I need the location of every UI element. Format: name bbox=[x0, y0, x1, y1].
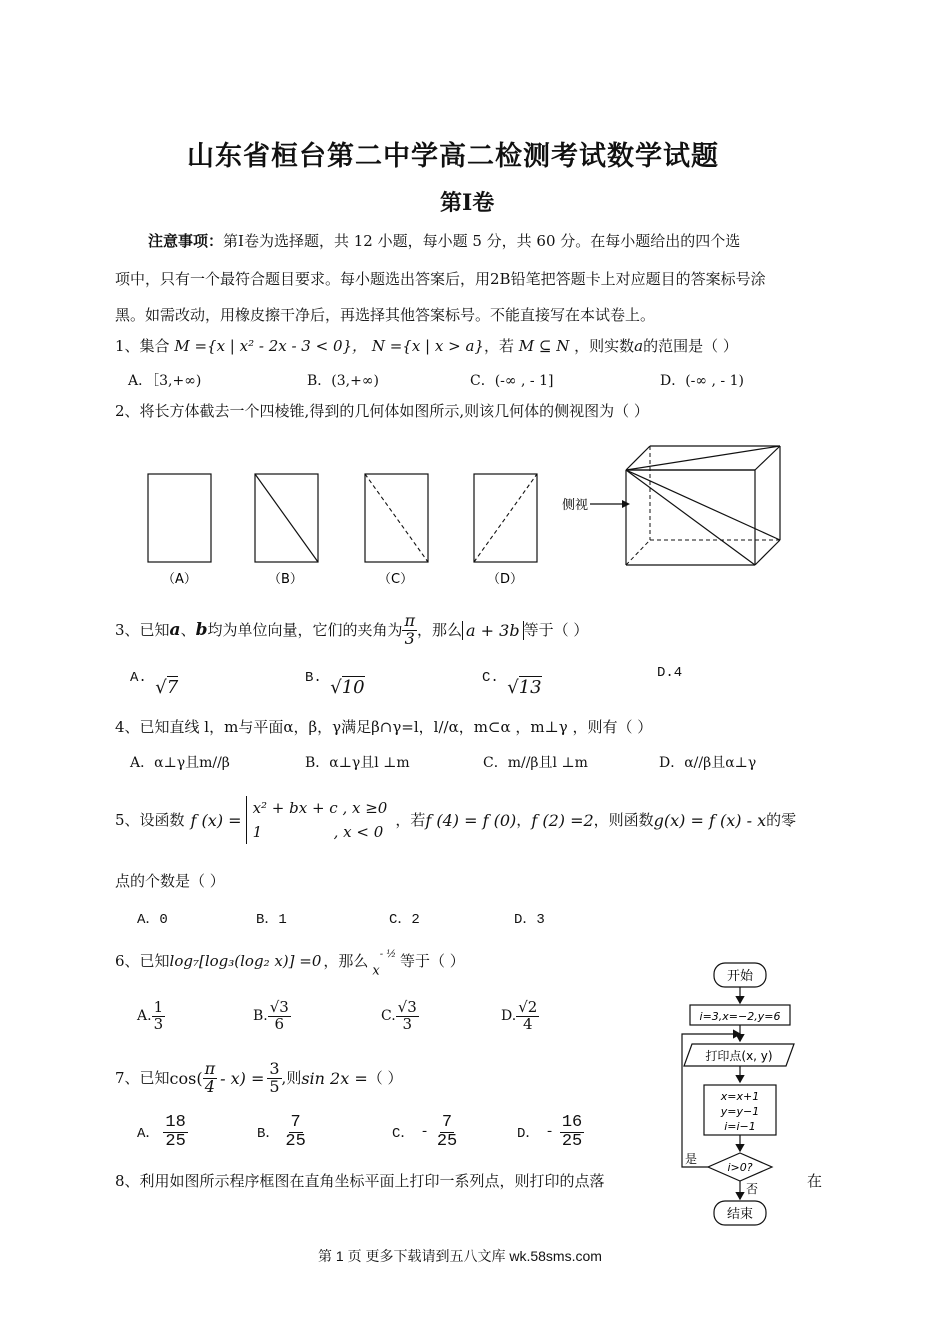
q3-option-c-value: 13 bbox=[518, 677, 542, 698]
question-2: 2、将长方体截去一个四棱锥,得到的几何体如图所示,则该几何体的侧视图为（ ） bbox=[115, 402, 649, 420]
q5-text-b: ，若 bbox=[395, 810, 426, 829]
notice-line-1 bbox=[148, 230, 740, 251]
question-7 bbox=[115, 1056, 403, 1100]
flowchart-no-label: 否 bbox=[746, 1182, 759, 1196]
q7-option-a[interactable] bbox=[137, 1114, 188, 1151]
q5-option-d[interactable]: D．3 bbox=[514, 912, 545, 928]
q7-option-d-label: D． bbox=[517, 1126, 540, 1143]
q6-option-b-den: 6 bbox=[274, 1014, 285, 1033]
q7-option-c[interactable] bbox=[392, 1114, 459, 1151]
q3-option-a-label: A. bbox=[130, 670, 147, 686]
q2-figure bbox=[140, 440, 790, 590]
q2-side-view-label: 侧视 bbox=[562, 498, 589, 513]
q2-label-c: （C） bbox=[378, 572, 414, 587]
q6-option-b-num: √3 bbox=[269, 998, 289, 1016]
q3-text-c: ，那么 bbox=[417, 620, 463, 639]
q3-sep: 、 bbox=[180, 620, 196, 639]
q5-cond-2: f (2) =2 bbox=[531, 810, 594, 830]
q7-pi-den: 4 bbox=[204, 1076, 215, 1096]
q2-option-a-figure[interactable] bbox=[148, 474, 211, 562]
q1-text-c: ，则实数 bbox=[574, 337, 635, 355]
q3-option-b-value: 10 bbox=[341, 677, 365, 698]
q1-var: a bbox=[634, 337, 644, 355]
q5-text-a: 5、设函数 bbox=[115, 810, 185, 829]
q5-text-d: 的零 bbox=[766, 810, 797, 829]
q7-option-a-den: 25 bbox=[165, 1131, 186, 1151]
q7-option-b-num: 7 bbox=[290, 1113, 301, 1132]
q5-piecewise bbox=[246, 796, 388, 844]
flowchart-yes-label: 是 bbox=[685, 1152, 698, 1166]
section-heading: 第Ⅰ卷 bbox=[440, 190, 495, 216]
q5-text-c: ，则函数 bbox=[593, 810, 654, 829]
flowchart-condition: i>0? bbox=[727, 1161, 753, 1174]
q6-option-c-num: √3 bbox=[397, 998, 417, 1016]
q3-option-d[interactable]: D.4 bbox=[657, 665, 683, 681]
q3-angle-den: 3 bbox=[404, 628, 415, 648]
q6-option-c-den: 3 bbox=[402, 1014, 412, 1033]
q6-option-a-label: A. bbox=[137, 1008, 152, 1025]
q7-option-a-num: 18 bbox=[165, 1113, 186, 1132]
q3-option-a[interactable]: A. √7 bbox=[130, 670, 179, 698]
q1-subset: M ⊆ N bbox=[518, 337, 570, 355]
q4-option-b[interactable]: B．α⊥γ且l ⊥m bbox=[305, 755, 410, 771]
q2-label-a: （A） bbox=[162, 572, 197, 587]
q1-text-b: ，若 bbox=[483, 337, 514, 355]
q5-option-b[interactable]: B．1 bbox=[256, 912, 287, 928]
q7-option-c-sign: - bbox=[420, 1124, 429, 1141]
q7-minus-x: - x) = bbox=[220, 1068, 265, 1088]
q5-option-a[interactable]: A．0 bbox=[137, 912, 168, 928]
flowchart-end: 结束 bbox=[726, 1207, 754, 1222]
q7-option-b-label: B． bbox=[257, 1126, 280, 1143]
q6-expr: log₇[log₃(log₂ x)] =0 bbox=[169, 951, 322, 970]
q6-power: $x^{- \frac{1}{2}}$ bbox=[372, 949, 397, 979]
question-1 bbox=[115, 339, 738, 354]
q7-option-d-den: 25 bbox=[561, 1131, 583, 1151]
q7-option-c-num: 7 bbox=[441, 1113, 453, 1132]
q2-label-b: （B） bbox=[268, 572, 303, 587]
flowchart-update-3: i=i−1 bbox=[724, 1120, 756, 1133]
q6-text-b: ，那么 bbox=[323, 951, 369, 970]
q1-text-d: 的范围是（ ） bbox=[643, 337, 738, 355]
q1-set-m: M ={x | x² - 2x - 3 < 0}， bbox=[174, 337, 368, 355]
q7-text-b: ,则 bbox=[281, 1068, 302, 1087]
q6-option-a-num: 1 bbox=[153, 998, 164, 1016]
q1-option-c[interactable]: C．(-∞ , - 1] bbox=[470, 373, 554, 389]
q6-option-d[interactable] bbox=[501, 1000, 539, 1033]
q2-solid-figure bbox=[626, 446, 780, 565]
q3-vec-b: b bbox=[195, 619, 208, 640]
q3-text-d: 等于（ ） bbox=[523, 620, 589, 639]
question-8-tail: 在 bbox=[807, 1172, 823, 1190]
q3-text-b: 均为单位向量，它们的夹角为 bbox=[207, 620, 403, 639]
q3-option-c[interactable]: C. √13 bbox=[482, 670, 542, 698]
q6-option-d-den: 4 bbox=[522, 1014, 533, 1033]
q5-case-2: 1 , x < 0 bbox=[252, 823, 384, 841]
flowchart-update-2: y=y−1 bbox=[720, 1105, 760, 1118]
q6-text-c: 等于（ ） bbox=[400, 951, 465, 970]
q2-label-d: （D） bbox=[487, 572, 524, 587]
q7-val-num: 3 bbox=[269, 1058, 280, 1078]
q5-cond-1: f (4) = f (0) bbox=[425, 810, 517, 830]
q3-angle-num: π bbox=[404, 610, 415, 630]
question-3 bbox=[115, 608, 588, 652]
q3-option-a-value: 7 bbox=[166, 677, 179, 698]
q5-text-continued: 点的个数是（ ） bbox=[115, 872, 225, 890]
q4-option-a[interactable]: A．α⊥γ且m//β bbox=[130, 755, 230, 771]
q3-option-b[interactable]: B. √10 bbox=[305, 670, 365, 698]
q3-angle-fraction bbox=[402, 610, 417, 648]
notice-line-3: 黑。如需改动，用橡皮擦干净后，再选择其他答案标号。不能直接写在本试卷上。 bbox=[115, 306, 656, 324]
q6-option-c[interactable] bbox=[381, 1000, 419, 1033]
q7-option-a-label: A． bbox=[137, 1126, 160, 1143]
q5-case-1: x² + bx + c , x ≥0 bbox=[252, 799, 388, 817]
flowchart-update-1: x=x+1 bbox=[720, 1090, 760, 1103]
q3-text-a: 3、已知 bbox=[115, 620, 170, 639]
question-4: 4、已知直线 l，m与平面α，β，γ满足β∩γ=l，l//α，m⊂α ，m⊥γ ，则有（ ） bbox=[115, 718, 653, 736]
q6-option-d-num: √2 bbox=[518, 998, 538, 1016]
q7-text-a: 7、已知 bbox=[115, 1068, 170, 1087]
q6-option-a-den: 3 bbox=[153, 1014, 164, 1033]
q7-text-c: （ ） bbox=[367, 1068, 403, 1087]
q1-option-d[interactable]: D．(-∞ , - 1) bbox=[660, 373, 744, 389]
q5-fx: f (x) = bbox=[190, 810, 242, 830]
q3-option-b-label: B. bbox=[305, 670, 322, 686]
notice-label: 注意事项： bbox=[148, 232, 224, 250]
q2-option-d-figure[interactable] bbox=[474, 474, 537, 562]
flowchart bbox=[670, 955, 810, 1230]
flowchart-print: 打印点(x, y) bbox=[705, 1049, 773, 1063]
q6-text-a: 6、已知 bbox=[115, 951, 170, 970]
q6-option-b-label: B. bbox=[253, 1008, 268, 1025]
q4-option-d[interactable]: D．α//β且α⊥γ bbox=[659, 755, 757, 771]
q7-option-b-den: 25 bbox=[285, 1131, 306, 1151]
q7-pi-num: π bbox=[204, 1058, 216, 1078]
q1-text-a: 1、集合 bbox=[115, 337, 170, 355]
q7-option-b[interactable] bbox=[257, 1114, 308, 1151]
question-5 bbox=[115, 790, 796, 850]
q3-expr: a + 3b bbox=[462, 621, 524, 640]
q1-option-b[interactable]: B．(3,+∞) bbox=[307, 373, 379, 389]
q1-option-a[interactable]: A．［3,+∞) bbox=[128, 373, 202, 389]
page-title: 山东省桓台第二中学高二检测考试数学试题 bbox=[187, 141, 719, 172]
question-6 bbox=[115, 946, 465, 979]
notice-text-1: 第Ⅰ卷为选择题，共 12 小题，每小题 5 分，共 60 分。在每小题给出的四个选 bbox=[223, 232, 741, 250]
q5-gx: g(x) = f (x) - x bbox=[653, 810, 767, 830]
q3-option-c-label: C. bbox=[482, 670, 499, 686]
q6-option-a[interactable] bbox=[137, 1000, 165, 1033]
q7-option-c-den: 25 bbox=[436, 1131, 458, 1151]
q5-sep: ， bbox=[516, 810, 532, 829]
q7-val-den: 5 bbox=[269, 1076, 280, 1096]
q2-option-c-figure[interactable] bbox=[365, 474, 428, 562]
flowchart-init: i=3,x=−2,y=6 bbox=[699, 1010, 781, 1023]
q1-set-n: N ={x | x > a} bbox=[371, 337, 484, 355]
q2-option-b-figure[interactable] bbox=[255, 474, 318, 562]
q6-option-c-label: C. bbox=[381, 1008, 396, 1025]
q7-option-d[interactable] bbox=[517, 1114, 584, 1151]
q7-option-d-num: 16 bbox=[561, 1113, 583, 1132]
notice-line-2: 项中，只有一个最符合题目要求。每小题选出答案后，用2B铅笔把答题卡上对应题目的答案标号涂 bbox=[115, 270, 766, 288]
q7-cos: cos( bbox=[169, 1068, 203, 1088]
q7-pi-fraction bbox=[203, 1058, 218, 1096]
q5-option-c[interactable]: C．2 bbox=[389, 912, 420, 928]
q7-option-d-sign: - bbox=[545, 1124, 554, 1141]
q7-option-c-label: C． bbox=[392, 1126, 415, 1143]
q3-vec-a: a bbox=[169, 619, 181, 640]
page-footer: 第 1 页 更多下载请到五八文库 wk.58sms.com bbox=[318, 1248, 602, 1264]
q6-option-d-label: D. bbox=[501, 1008, 517, 1025]
q4-option-c[interactable]: C．m//β且l ⊥m bbox=[483, 755, 588, 771]
q6-option-b[interactable] bbox=[253, 1000, 291, 1033]
flowchart-start: 开始 bbox=[726, 969, 754, 984]
q7-sin: sin 2x = bbox=[301, 1068, 368, 1088]
q7-value-fraction bbox=[267, 1058, 281, 1096]
question-8: 8、利用如图所示程序框图在直角坐标平面上打印一系列点，则打印的点落 bbox=[115, 1172, 605, 1190]
